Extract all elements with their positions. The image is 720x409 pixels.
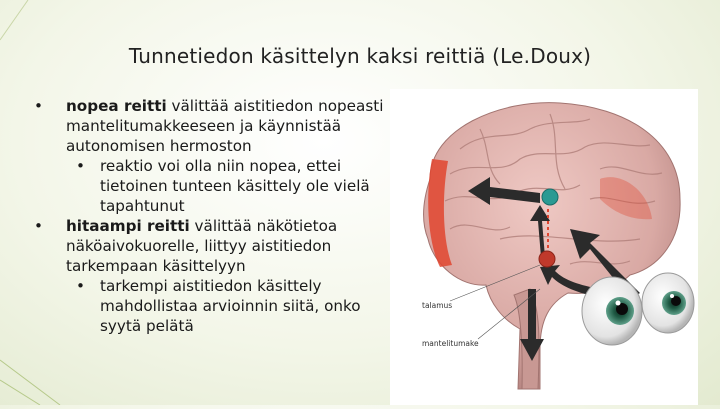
slide-content [26, 96, 390, 336]
bullet-dot: • [76, 157, 85, 175]
eye-right [642, 273, 694, 333]
bullet-fast-route [26, 96, 390, 156]
bullet-text: välittää näkötietoa näköaivokuorelle, liittyy aistitiedon tarkempaan käsittelyyn [66, 217, 338, 275]
brain-pathway-illustration [390, 89, 698, 405]
bullet-bold-term: hitaampi reitti [66, 217, 190, 235]
bullet-text: välittää aistitiedon nopeasti mantelitumakkeeseen ja käynnistää autonomisen hermoston [66, 97, 384, 155]
sub-bullet-fast-route [26, 156, 390, 216]
eye-left [582, 277, 642, 345]
sub-bullet-text: reaktio voi olla niin nopea, ettei tietoinen tunteen käsittely ole vielä tapahtunut [100, 157, 370, 215]
thalamus-node [539, 251, 555, 267]
bullet-slow-route [26, 216, 390, 276]
bullet-dot: • [34, 217, 43, 235]
sub-bullet-text: tarkempi aistitiedon käsittely mahdollistaa arvioinnin siitä, onko syytä pelätä [100, 277, 361, 335]
amygdala-node [542, 189, 558, 205]
label-mantelitumake: mantelitumake [422, 339, 479, 348]
slide-title: Tunnetiedon käsittelyn kaksi reittiä (Le.Doux) [128, 44, 592, 68]
label-talamus: talamus [422, 301, 453, 310]
bullet-dot: • [76, 277, 85, 295]
bullet-dot: • [34, 97, 43, 115]
sub-bullet-slow-route [26, 276, 390, 336]
bullet-bold-term: nopea reitti [66, 97, 167, 115]
brain-illustration [390, 89, 698, 405]
